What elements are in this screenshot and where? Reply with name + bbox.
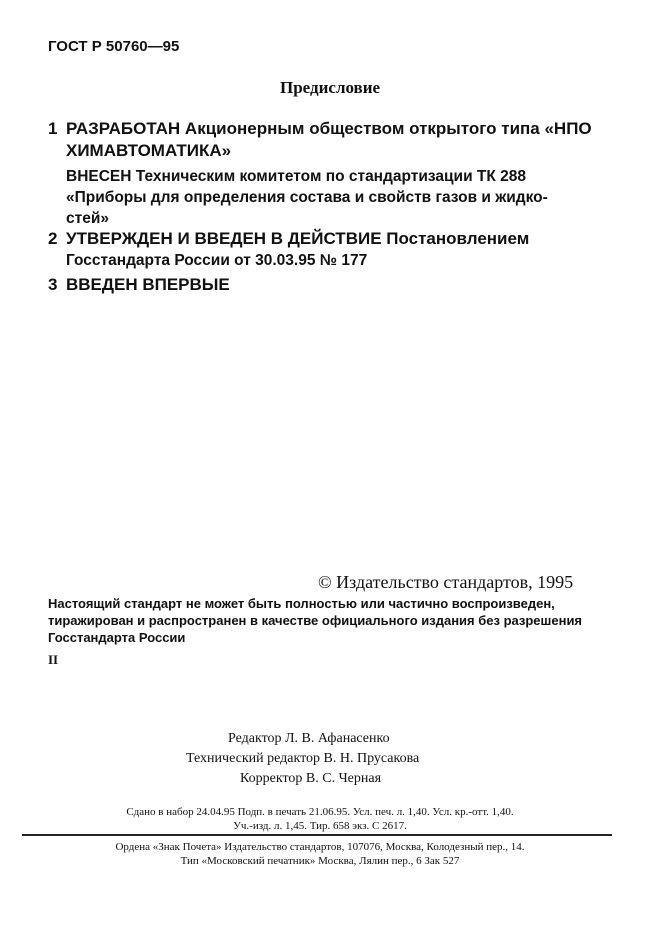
imprint-line: Уч.-изд. л. 1,45. Тир. 658 экз. С 2617. [233,820,407,832]
credit-editor: Редактор Л. В. Афанасенко [228,731,390,746]
divider [22,834,612,836]
section-line: ХИМАВТОМАТИКА» [66,141,232,160]
imprint-line: Сдано в набор 24.04.95 Подп. в печать 21.06.95. Усл. печ. л. 1,40. Усл. кр.-отт. 1,40. [126,806,514,818]
section-1 [48,118,592,160]
section-number: 3 [48,275,58,294]
section-number: 2 [48,229,58,248]
doc-id: ГОСТ Р 50760—95 [48,38,180,55]
section-line: ВНЕСЕН Техническим комитетом по стандартизации ТК 288 [66,168,526,185]
section-line: Госстандарта России от 30.03.95 № 177 [66,252,368,269]
page-title: Предисловие [280,78,381,97]
credit-tech-editor: Технический редактор В. Н. Прусакова [186,751,420,766]
section-line: стей» [66,210,109,227]
section-number: 1 [48,119,58,138]
section-introduced [66,166,548,229]
section-line: ВВЕДЕН ВПЕРВЫЕ [66,275,230,294]
copyright: © Издательство стандартов, 1995 [318,572,574,592]
section-3 [48,274,230,296]
credit-proofreader: Корректор В. С. Черная [240,771,382,786]
section-line: «Приборы для определения состава и свойств газов и жидко- [66,189,548,206]
publisher-info [20,840,620,868]
section-line: УТВЕРЖДЕН И ВВЕДЕН В ДЕЙСТВИЕ Постановлением [66,229,530,248]
publisher-line: Тип «Московский печатник» Москва, Лялин пер., 6 Зак 527 [180,855,460,867]
section-2 [48,228,530,269]
imprint [20,805,620,833]
section-line: РАЗРАБОТАН Акционерным обществом открытого типа «НПО [66,119,592,138]
page-number: II [48,652,59,667]
reproduction-notice: Настоящий стандарт не может быть полностью или частично воспроизведен, тиражирован и распространен в качестве официального издания без разрешения Госстандарта России [48,596,583,645]
publisher-line: Ордена «Знак Почета» Издательство стандартов, 107076, Москва, Колодезный пер., 14. [115,841,525,853]
